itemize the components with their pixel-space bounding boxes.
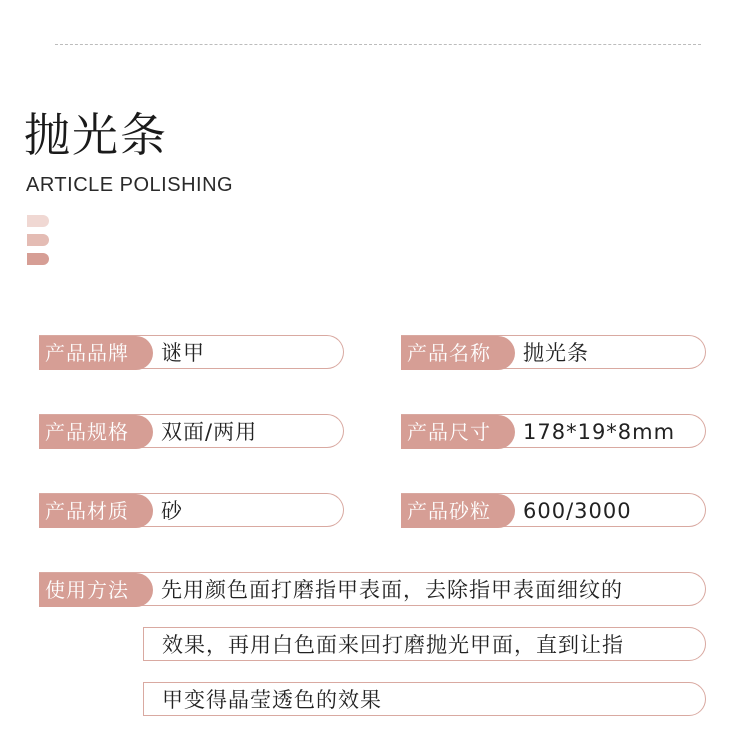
usage-line-2: 效果，再用白色面来回打磨抛光甲面，直到让指	[162, 633, 624, 657]
usage-line-1: 先用颜色面打磨指甲表面，去除指甲表面细纹的	[161, 578, 623, 602]
usage-continuation-1	[143, 627, 706, 661]
spec-row-brand	[39, 335, 344, 369]
spec-value-brand: 谜甲	[161, 341, 205, 365]
usage-label: 使用方法	[39, 573, 153, 607]
spec-row-size	[401, 414, 706, 448]
spec-row-spec	[39, 414, 344, 448]
usage-continuation-2	[143, 682, 706, 716]
decor-bar-light	[27, 215, 49, 227]
decor-bar-dark	[27, 253, 49, 265]
page-title: 抛光条	[24, 108, 168, 162]
spec-value-grit: 600/3000	[523, 499, 632, 523]
spec-value-spec: 双面/两用	[161, 420, 258, 444]
usage-line-3: 甲变得晶莹透色的效果	[162, 688, 382, 712]
spec-label-grit: 产品砂粒	[401, 494, 515, 528]
spec-label-size: 产品尺寸	[401, 415, 515, 449]
spec-value-size: 178*19*8mm	[523, 420, 676, 444]
spec-label-brand: 产品品牌	[39, 336, 153, 370]
spec-label-material: 产品材质	[39, 494, 153, 528]
spec-row-name	[401, 335, 706, 369]
spec-row-grit	[401, 493, 706, 527]
page-subtitle: ARTICLE POLISHING	[26, 174, 234, 196]
decor-bar-mid	[27, 234, 49, 246]
spec-value-name: 抛光条	[523, 341, 589, 365]
spec-row-material	[39, 493, 344, 527]
top-dashed-divider	[55, 44, 701, 45]
spec-label-name: 产品名称	[401, 336, 515, 370]
spec-value-material: 砂	[161, 499, 183, 523]
usage-row	[39, 572, 706, 606]
spec-label-spec: 产品规格	[39, 415, 153, 449]
